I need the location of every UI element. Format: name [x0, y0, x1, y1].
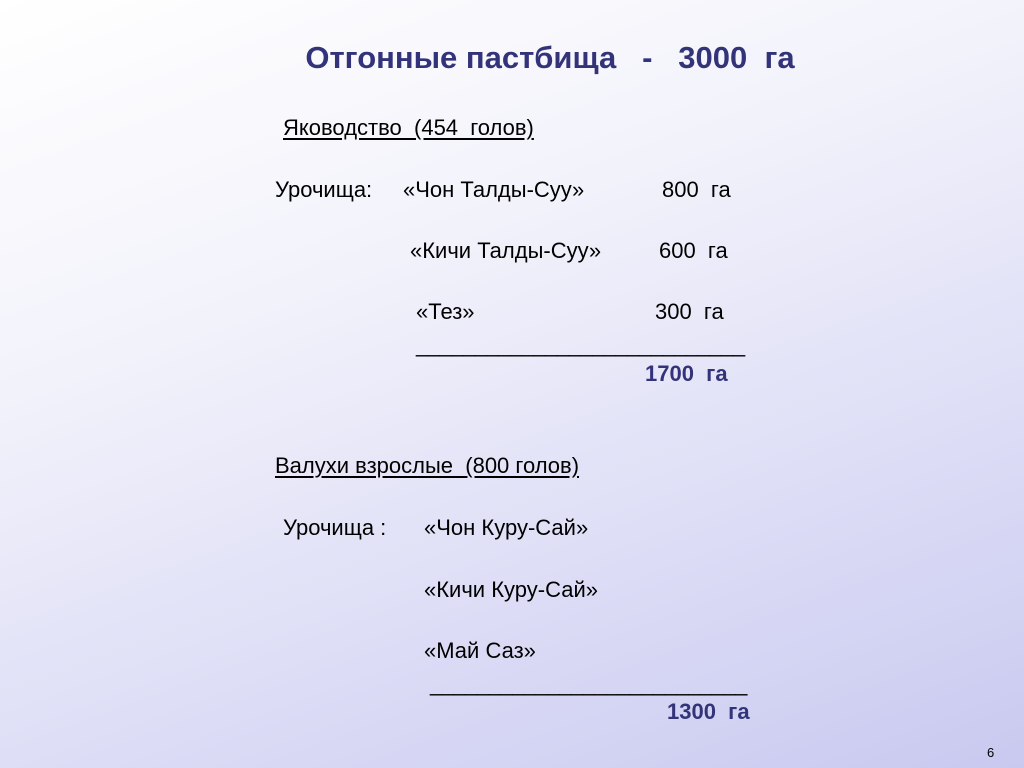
- slide-title: Отгонные пастбища - 3000 га: [305, 40, 795, 75]
- section2-label: Урочища :: [283, 515, 387, 540]
- section2-row-1-name: «Чон Куру-Сай»: [424, 515, 589, 540]
- section2-total: 1300 га: [667, 699, 750, 724]
- section1-label: Урочища:: [275, 177, 373, 202]
- section2-separator: ___________________________: [430, 671, 747, 696]
- section1-row-2-name: «Кичи Талды-Суу»: [410, 238, 602, 263]
- section1-row-2-area: 600 га: [659, 238, 728, 263]
- section1-row-3-area: 300 га: [655, 299, 724, 324]
- section2-row-3-name: «Май Саз»: [424, 638, 536, 663]
- section1-separator: ____________________________: [416, 332, 745, 357]
- section1-total: 1700 га: [645, 361, 728, 386]
- section1-row-1-area: 800 га: [662, 177, 731, 202]
- section1-row-3-name: «Тез»: [416, 299, 475, 324]
- section1-row-1-name: «Чон Талды-Суу»: [403, 177, 585, 202]
- section2-row-2-name: «Кичи Куру-Сай»: [424, 577, 598, 602]
- section1-heading: Яководство (454 голов): [283, 115, 534, 140]
- section2-heading: Валухи взрослые (800 голов): [275, 453, 580, 478]
- page-number: 6: [987, 745, 995, 760]
